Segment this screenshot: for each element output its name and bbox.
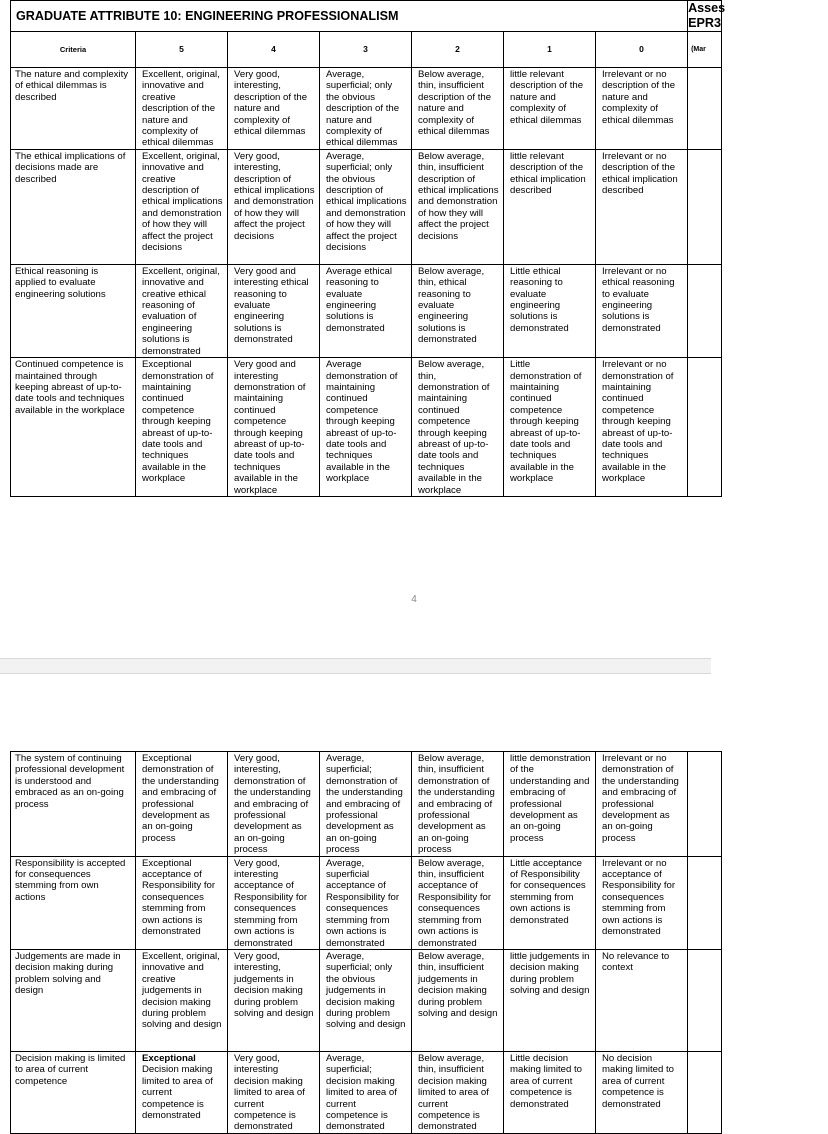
descriptor-cell: Little demonstration of maintaining continued competence through keeping abreast of up-to-date tools and techniques available in the workplace — [504, 358, 596, 497]
descriptor-cell: Average, superficial; only the obvious description of ethical implications and demonstration of how they will affect the project decisions — [320, 149, 412, 264]
header-score-5: 5 — [136, 32, 228, 68]
descriptor-cell: Exceptional demonstration of maintaining continued competence through keeping abreast of up-to-date tools and techniques available in the workplace — [136, 358, 228, 497]
course-code: EPR3 — [688, 16, 721, 30]
descriptor-cell: Very good, interesting, demonstration of the understanding and embracing of professional development as an on-going process — [228, 752, 320, 857]
lead-bold-text: Exceptional — [142, 1052, 196, 1064]
descriptor-cell: Below average, thin, insufficient decision making limited to area of current competence is demonstrated — [412, 1051, 504, 1133]
table-row — [11, 68, 722, 150]
criteria-cell: Decision making is limited to area of current competence — [11, 1051, 136, 1133]
descriptor-cell: Below average, thin, insufficient judgements in decision making during problem solving and design — [412, 949, 504, 1051]
header-score-4: 4 — [228, 32, 320, 68]
descriptor-cell: Average ethical reasoning to evaluate engineering solutions is demonstrated — [320, 264, 412, 357]
descriptor-cell: Irrelevant or no description of the ethical implication described — [596, 149, 688, 264]
descriptor-cell: little judgements in decision making during problem solving and design — [504, 949, 596, 1051]
descriptor-cell: Excellent, original, innovative and creative judgements in decision making during problem solving and design — [136, 949, 228, 1051]
descriptor-cell: Excellent, original, innovative and creative description of ethical implications and demonstration of how they will affect the project decisions — [136, 149, 228, 264]
criteria-cell: The ethical implications of decisions made are described — [11, 149, 136, 264]
table-row — [11, 856, 722, 949]
criteria-cell: Judgements are made in decision making during problem solving and design — [11, 949, 136, 1051]
table-row — [11, 1051, 722, 1133]
mark-cell[interactable] — [688, 149, 722, 264]
descriptor-cell: Very good, interesting acceptance of Responsibility for consequences stemming from own actions is demonstrated — [228, 856, 320, 949]
descriptor-cell: little demonstration of the understanding and embracing of professional development as an on-going process — [504, 752, 596, 857]
descriptor-cell: Average, superficial; decision making limited to area of current competence is demonstrated — [320, 1051, 412, 1133]
descriptor-cell: Very good, interesting, description of ethical implications and demonstration of how they will affect the project decisions — [228, 149, 320, 264]
descriptor-cell: Average, superficial; only the obvious judgements in decision making during problem solving and design — [320, 949, 412, 1051]
descriptor-cell: Little ethical reasoning to evaluate engineering solutions is demonstrated — [504, 264, 596, 357]
descriptor-cell: Very good, interesting, judgements in decision making during problem solving and design — [228, 949, 320, 1051]
mark-cell[interactable] — [688, 1051, 722, 1133]
descriptor-cell: Little acceptance of Responsibility for consequences stemming from own actions is demonstrated — [504, 856, 596, 949]
descriptor-cell: Very good, interesting decision making limited to area of current competence is demonstrated — [228, 1051, 320, 1133]
descriptor-cell: little relevant description of the ethical implication described — [504, 149, 596, 264]
header-score-1: 1 — [504, 32, 596, 68]
header-score-2: 2 — [412, 32, 504, 68]
descriptor-cell: Excellent, original, innovative and creative ethical reasoning of evaluation of engineering solutions is demonstrated — [136, 264, 228, 357]
criteria-cell: Responsibility is accepted for consequences stemming from own actions — [11, 856, 136, 949]
descriptor-cell: Below average, thin, ethical reasoning to evaluate engineering solutions is demonstrated — [412, 264, 504, 357]
descriptor-cell: Exceptional demonstration of the understanding and embracing of professional development as an on-going process — [136, 752, 228, 857]
descriptor-cell: Below average, thin, insufficient description of the nature and complexity of ethical dilemmas — [412, 68, 504, 150]
descriptor-cell: Very good, interesting, description of the nature and complexity of ethical dilemmas — [228, 68, 320, 150]
mark-cell[interactable] — [688, 752, 722, 857]
descriptor-cell: Irrelevant or no acceptance of Responsibility for consequences stemming from own actions is demonstrated — [596, 856, 688, 949]
page-number: 4 — [411, 594, 417, 605]
descriptor-cell: Irrelevant or no demonstration of maintaining continued competence through keeping abreast of up-to-date tools and techniques available in the workplace — [596, 358, 688, 497]
descriptor-cell: Excellent, original, innovative and creative description of the nature and complexity of ethical dilemmas — [136, 68, 228, 150]
descriptor-cell: Average, superficial acceptance of Responsibility for consequences stemming from own actions is demonstrated — [320, 856, 412, 949]
descriptor-cell: Very good and interesting demonstration of maintaining continued competence through keeping abreast of up-to-date tools and techniques available in the workplace — [228, 358, 320, 497]
table-row — [11, 949, 722, 1051]
header-criteria: Criteria — [11, 32, 136, 68]
table-row — [11, 358, 722, 497]
descriptor-cell: Below average, thin, insufficient demonstration of the understanding and embracing of professional development as an on-going process — [412, 752, 504, 857]
page-separator — [0, 658, 711, 674]
mark-cell[interactable] — [688, 949, 722, 1051]
descriptor-cell: Below average, thin, insufficient acceptance of Responsibility for consequences stemming from own actions is demonstrated — [412, 856, 504, 949]
assessment-code-cell — [688, 1, 726, 32]
descriptor-text: Decision making limited to area of current competence is demonstrated — [142, 1064, 213, 1121]
rubric-table-page-4 — [10, 0, 726, 497]
descriptor-cell: Little decision making limited to area of current competence is demonstrated — [504, 1051, 596, 1133]
mark-cell[interactable] — [688, 358, 722, 497]
descriptor-cell: Below average, thin, demonstration of maintaining continued competence through keeping abreast of up-to-date tools and techniques available in the workplace — [412, 358, 504, 497]
descriptor-cell: Average demonstration of maintaining continued competence through keeping abreast of up-to-date tools and techniques available in the workplace — [320, 358, 412, 497]
criteria-cell: Continued competence is maintained through keeping abreast of up-to-date tools and techniques available in the workplace — [11, 358, 136, 497]
document-page-5 — [0, 674, 711, 1133]
descriptor-cell: little relevant description of the nature and complexity of ethical dilemmas — [504, 68, 596, 150]
criteria-cell: The nature and complexity of ethical dilemmas is described — [11, 68, 136, 150]
assessment-label: Asses — [688, 1, 726, 15]
header-mark: (Mar — [688, 32, 722, 68]
rubric-table-page-5 — [10, 751, 722, 1134]
descriptor-cell: No relevance to context — [596, 949, 688, 1051]
descriptor-cell: Exceptional acceptance of Responsibility for consequences stemming from own actions is demonstrated — [136, 856, 228, 949]
mark-cell[interactable] — [688, 856, 722, 949]
descriptor-cell: Irrelevant or no ethical reasoning to evaluate engineering solutions is demonstrated — [596, 264, 688, 357]
criteria-cell: Ethical reasoning is applied to evaluate engineering solutions — [11, 264, 136, 357]
table-row — [11, 752, 722, 857]
descriptor-cell: Average, superficial; demonstration of the understanding and embracing of professional development as an on-going process — [320, 752, 412, 857]
table-row — [11, 149, 722, 264]
criteria-cell: The system of continuing professional development is understood and embraced as an on-going process — [11, 752, 136, 857]
descriptor-cell: Irrelevant or no description of the nature and complexity of ethical dilemmas — [596, 68, 688, 150]
descriptor-cell: No decision making limited to area of current competence is demonstrated — [596, 1051, 688, 1133]
mark-cell[interactable] — [688, 264, 722, 357]
descriptor-cell: Irrelevant or no demonstration of the understanding and embracing of professional development as an on-going process — [596, 752, 688, 857]
header-score-3: 3 — [320, 32, 412, 68]
descriptor-cell: Below average, thin, insufficient description of ethical implications and demonstration of how they will affect the project decisions — [412, 149, 504, 264]
descriptor-cell: Very good and interesting ethical reasoning to evaluate engineering solutions is demonstrated — [228, 264, 320, 357]
descriptor-cell — [136, 1051, 228, 1133]
table-row — [11, 264, 722, 357]
attribute-title: GRADUATE ATTRIBUTE 10: ENGINEERING PROFESSIONALISM — [11, 1, 688, 32]
descriptor-cell: Average, superficial; only the obvious description of the nature and complexity of ethical dilemmas — [320, 68, 412, 150]
header-score-0: 0 — [596, 32, 688, 68]
mark-cell[interactable] — [688, 68, 722, 150]
